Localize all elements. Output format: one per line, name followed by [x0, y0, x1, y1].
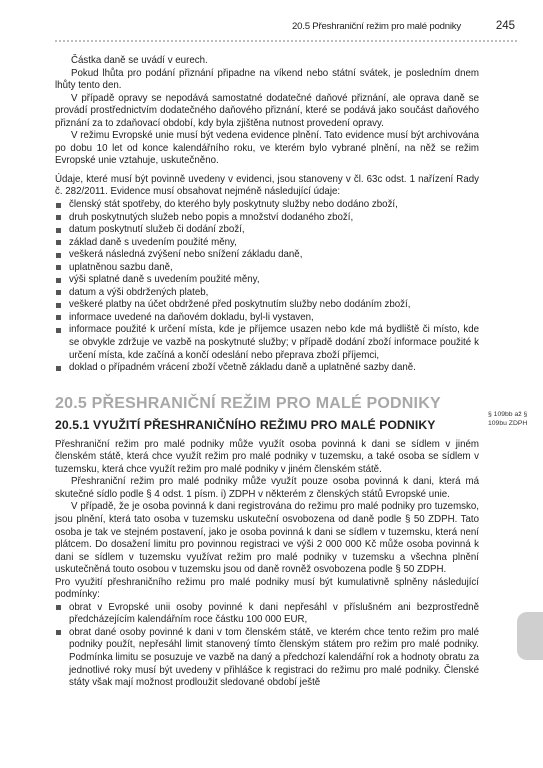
list-item: datum a výši obdržených plateb,: [55, 287, 479, 300]
square-bullet-icon: [56, 228, 61, 233]
list-item: výši splatné daně s uvedením použité měny,: [55, 274, 479, 287]
evidence-intro: Údaje, které musí být povinně uvedeny v evidenci, jsou stanoveny v čl. 63c odst. 1 nařízení Rady č. 282/2011. Evidence musí obsahovat nejméně následující údaje:: [55, 173, 479, 198]
paragraph: V případě opravy se nepodává samostatné dodatečné daňové přiznání, ale oprava daně se provádí prostřednictvím dodatečného daňového přiznání, které se podává jako součást daňového přiznání za to zdaňovací období, kdy byla zjištěna nutnost provedení opravy.: [55, 92, 479, 129]
paragraph: Přeshraniční režim pro malé podniky může využít osoba povinná k dani se sídlem v jiném členském státě, která chce využít režim pro malé podniky v tuzemsku, a také osoba se sídlem v tuzemsku, která chce využít režim pro malé podniky v jiném členském státě.: [55, 438, 479, 475]
page-number: 245: [495, 20, 515, 32]
page-header: [55, 20, 515, 36]
header-dotted-rule: [55, 40, 517, 42]
list-item: druh poskytnutých služeb nebo popis a množství dodaného zboží,: [55, 212, 479, 225]
square-bullet-icon: [56, 265, 61, 270]
list-item: veškeré platby na účet obdržené před poskytnutím služby nebo dodáním zboží,: [55, 299, 479, 312]
chapter-thumb-tab: [517, 612, 543, 660]
page-body: [55, 55, 479, 690]
square-bullet-icon: [56, 290, 61, 295]
square-bullet-icon: [56, 240, 61, 245]
conditions-intro: Pro využití přeshraničního režimu pro malé podniky musí být kumulativně splněny následující podmínky:: [55, 576, 479, 601]
square-bullet-icon: [56, 630, 61, 635]
running-head: 20.5 Přeshraniční režim pro malé podniky: [291, 21, 461, 32]
list-item: členský stát spotřeby, do kterého byly poskytnuty služby nebo dodáno zboží,: [55, 199, 479, 212]
subsection-heading: 20.5.1 VYUŽITÍ PŘESHRANIČNÍHO REŽIMU PRO MALÉ PODNIKY: [55, 417, 436, 432]
list-item: doklad o případném vrácení zboží včetně základu daně a uplatněné sazby daně.: [55, 362, 479, 375]
square-bullet-icon: [56, 278, 61, 283]
list-item: informace použité k určení místa, kde je příjemce usazen nebo kde má bydliště či místo, kde se obvykle zdržuje ve vazbě na poskytnuté služby; v případě dodání zboží informace použité k určení místa, kde začíná a končí odeslání nebo přeprava zboží příjemci,: [55, 324, 479, 362]
square-bullet-icon: [56, 215, 61, 220]
paragraph: Pokud lhůta pro podání přiznání připadne na víkend nebo státní svátek, je posledním dnem lhůty tento den.: [55, 67, 479, 92]
paragraph: Přeshraniční režim pro malé podniky může využít pouze osoba povinná k dani, která má skutečné sídlo podle § 4 odst. 1 písm. i) ZDPH v některém z členských států Evropské unie.: [55, 476, 479, 500]
square-bullet-icon: [56, 253, 61, 258]
square-bullet-icon: [56, 605, 61, 610]
square-bullet-icon: [56, 366, 61, 371]
square-bullet-icon: [56, 328, 61, 333]
list-item: uplatněnou sazbu daně,: [55, 262, 479, 275]
list-item: datum poskytnutí služeb či dodání zboží,: [55, 224, 479, 237]
list-item: veškerá následná zvýšení nebo snížení základu daně,: [55, 249, 479, 262]
paragraph: V případě, že je osoba povinná k dani registrována do režimu pro malé podniky pro tuzemsko, jsou plnění, která tato osoba v tuzemsku uskuteční osvobozena od daně podle § 50 ZDPH. Tato osoba je tak ve stejném postavení, jako je osoba povinná k dani se sídlem v tuzemsku, která není plátcem. Do dosažení limitu pro povinnou registraci ve výši 2 000 000 Kč může osoba povinná k dani se sídlem v tuzemsku využívat režim pro malé podniky v tuzemsku a všechna plnění uskutečněná touto osobou v tuzemsku jsou od daně rovněž osvobozena podle § 50 ZDPH.: [55, 501, 479, 576]
section-heading: 20.5 PŘESHRANIČNÍ REŽIM PRO MALÉ PODNIKY: [55, 394, 441, 412]
square-bullet-icon: [56, 315, 61, 320]
evidence-list: [55, 199, 479, 375]
list-item: obrat dané osoby povinné k dani v tom členském státě, ve kterém chce tento režim pro malé podniky použít, nepřesáhl limit stanovený tímto členským státem pro režim pro malé podniky. Podmínka limitu se posuzuje ve vazbě na daný a předchozí kalendářní rok a hodnoty obratu za jednotlivé roky musí být uvedeny v přihlášce k registraci do režimu pro malé podniky. Členské státy však mají možnost prodloužit sledované období ještě: [55, 627, 479, 690]
square-bullet-icon: [56, 303, 61, 308]
conditions-list: [55, 602, 479, 690]
margin-note: § 109bb až § 109bu ZDPH: [488, 411, 528, 427]
list-item: základ daně s uvedením použité měny,: [55, 237, 479, 250]
list-item: informace uvedené na daňovém dokladu, byl-li vystaven,: [55, 312, 479, 325]
square-bullet-icon: [56, 203, 61, 208]
paragraph: Částka daně se uvádí v eurech.: [71, 55, 208, 66]
paragraph: V režimu Evropské unie musí být vedena evidence plnění. Tato evidence musí být archivována po dobu 10 let od konce kalendářního roku, ve kterém bylo vybrané plnění, na něž se režim Evropské unie vztahuje, uskutečněno.: [55, 130, 479, 167]
list-item: obrat v Evropské unii osoby povinné k dani nepřesáhl v příslušném ani bezprostředně předcházejícím kalendářním roce částku 100 000 EUR,: [55, 602, 479, 627]
